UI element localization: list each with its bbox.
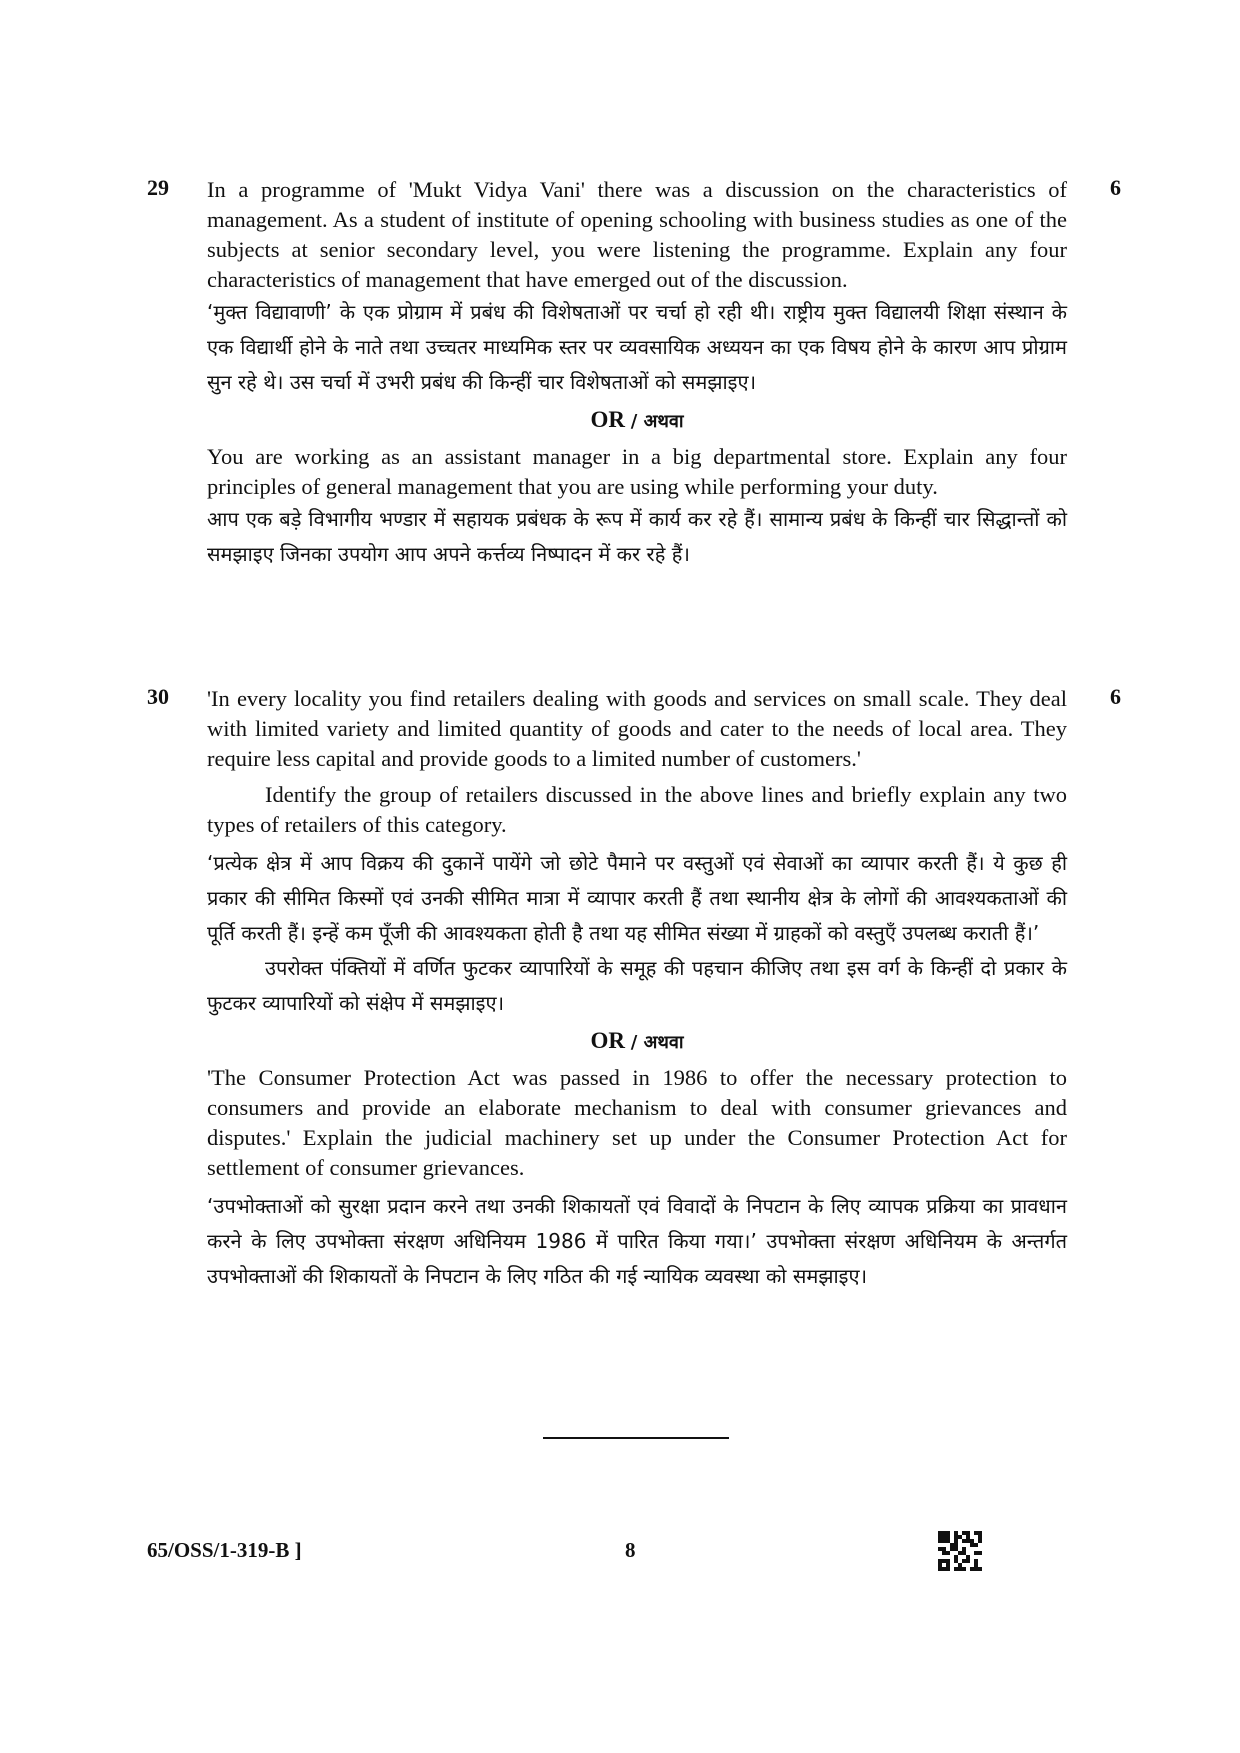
or-label-hindi: / अथवा	[630, 1032, 684, 1053]
or-separator	[207, 1025, 1067, 1059]
question-quote-hindi: ‘प्रत्येक क्षेत्र में आप विक्रय की दुकानें पायेंगे जो छोटे पैमाने पर वस्तुओं एवं सेवाओं का व्यापार करती हैं। ये कुछ ही प्रकार की सीमित किस्मों एवं उनकी सीमित मात्रा में व्यापार करती हैं तथा स्थानीय क्षेत्र के लोगों की आवश्यकताओं की पूर्ति करती हैं। इन्हें कम पूँजी की आवश्यकता होती है तथा यह सीमित संख्या में ग्राहकों को वस्तुएँ उपलब्ध कराती हैं।’	[207, 851, 1067, 945]
page-number: 8	[625, 1538, 636, 1562]
paper-code: 65/OSS/1-319-B ]	[147, 1538, 302, 1562]
question-body	[207, 684, 1067, 1294]
or-label-english: OR	[590, 1028, 625, 1053]
alternative-question-hindi: ‘उपभोक्ताओं को सुरक्षा प्रदान करने तथा उनकी शिकायतों एवं विवादों के निपटान के लिए व्यापक प्रक्रिया का प्रावधान करने के लिए उपभोक्ता संरक्षण अधिनियम 1986 में पारित किया गया।’ उपभोक्ता संरक्षण अधिनियम के अन्तर्गत उपभोक्ताओं की शिकायतों के निपटान के लिए गठित की गई न्यायिक व्यवस्था को समझाइए।	[207, 1194, 1067, 1288]
question-quote-english: 'In every locality you find retailers dealing with goods and services on small scale. They deal with limited variety and limited quantity of goods and cater to the needs of local area. They require less capital and provide goods to a limited number of customers.'	[207, 686, 1067, 771]
end-rule	[543, 1437, 729, 1439]
qr-code-icon	[938, 1530, 982, 1572]
question-task-english: Identify the group of retailers discussed in the above lines and briefly explain any two types of retailers of this category.	[207, 782, 1067, 837]
or-label-english: OR	[590, 407, 625, 432]
or-separator	[207, 404, 1067, 438]
or-label-hindi: / अथवा	[630, 411, 684, 432]
question-text-hindi: ‘मुक्त विद्यावाणी’ के एक प्रोग्राम में प्रबंध की विशेषताओं पर चर्चा हो रही थी। राष्ट्रीय मुक्त विद्यालयी शिक्षा संस्थान के एक विद्यार्थी होने के नाते तथा उच्चतर माध्यमिक स्तर पर व्यवसायिक अध्ययन का एक विषय होने के कारण आप प्रोग्राम सुन रहे थे। उस चर्चा में उभरी प्रबंध की किन्हीं चार विशेषताओं को समझाइए।	[207, 300, 1067, 394]
alternative-question-english: 'The Consumer Protection Act was passed in 1986 to offer the necessary protection to consumers and provide an elaborate mechanism to deal with consumer grievances and disputes.' Explain the judicial machinery set up under the Consumer Protection Act for settlement of consumer grievances.	[207, 1065, 1067, 1180]
alternative-question-hindi: आप एक बड़े विभागीय भण्डार में सहायक प्रबंधक के रूप में कार्य कर रहे हैं। सामान्य प्रबंध के किन्हीं चार सिद्धान्तों को समझाइए जिनका उपयोग आप अपने कर्त्तव्य निष्पादन में कर रहे हैं।	[207, 507, 1067, 566]
question-number: 30	[147, 684, 169, 709]
question-number: 29	[147, 175, 169, 200]
question-body	[207, 175, 1067, 572]
alternative-question-english: You are working as an assistant manager in a big departmental store. Explain any four principles of general management that you are using while performing your duty.	[207, 444, 1067, 499]
question-marks: 6	[1110, 684, 1121, 709]
question-text-english: In a programme of 'Mukt Vidya Vani' there was a discussion on the characteristics of management. As a student of institute of opening schooling with business studies as one of the subjects at senior secondary level, you were listening the programme. Explain any four characteristics of management that have emerged out of the discussion.	[207, 177, 1067, 292]
question-task-hindi: उपरोक्त पंक्तियों में वर्णित फुटकर व्यापारियों के समूह की पहचान कीजिए तथा इस वर्ग के किन्हीं दो प्रकार के फुटकर व्यापारियों को संक्षेप में समझाइए।	[207, 956, 1067, 1015]
question-marks: 6	[1110, 175, 1121, 200]
